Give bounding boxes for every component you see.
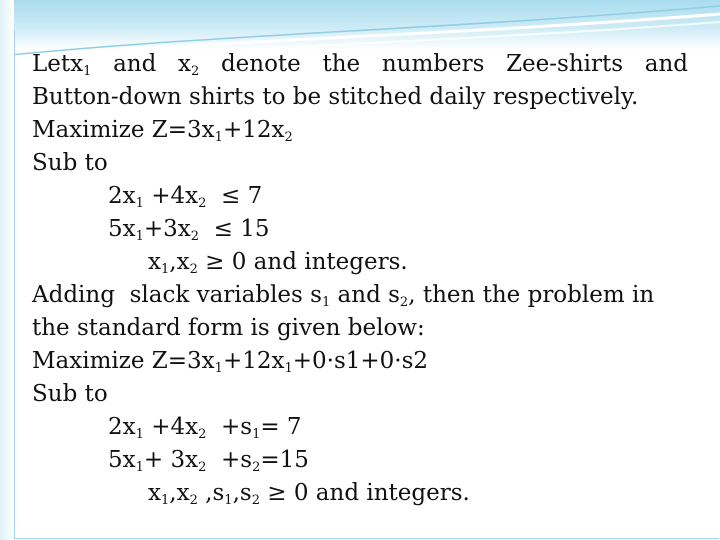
left-decor-bar — [0, 0, 14, 540]
text-run: +4x — [143, 183, 199, 209]
slack-line-2 — [32, 312, 692, 345]
word — [645, 48, 688, 81]
subscript: 2 — [198, 427, 207, 442]
text-run: =15 — [260, 447, 309, 473]
word — [32, 48, 91, 81]
text-run: ≤ 7 — [206, 183, 263, 209]
word — [322, 48, 360, 81]
word — [221, 48, 301, 81]
constraint-2 — [32, 213, 692, 246]
text-run: 2x — [108, 183, 136, 209]
subscript: 1 — [135, 229, 144, 244]
text-run: +12x — [222, 117, 285, 143]
subscript: 2 — [189, 262, 198, 277]
text-run: 2x — [108, 414, 136, 440]
text-run: +12x — [222, 348, 285, 374]
subscript: 2 — [251, 493, 260, 508]
text-run: the — [322, 51, 361, 77]
subscript: 1 — [135, 460, 144, 475]
subscript: 1 — [135, 427, 144, 442]
text-run: 5x — [108, 216, 136, 242]
text-run: Sub to — [32, 150, 108, 176]
text-run: denote — [220, 51, 301, 77]
subscript: 1 — [83, 64, 92, 79]
subscript: 2 — [284, 130, 293, 145]
text-run: Sub to — [32, 381, 108, 407]
subscript: 1 — [284, 361, 293, 376]
text-run: ≤ 15 — [199, 216, 270, 242]
text-run: +4x — [143, 414, 199, 440]
subscript: 2 — [198, 460, 207, 475]
text-run: the standard form is given below: — [32, 315, 425, 341]
word — [382, 48, 485, 81]
text-run: ≥ 0 and integers. — [259, 480, 470, 506]
subscript: 2 — [252, 460, 261, 475]
text-run: + 3x — [143, 447, 199, 473]
text-run: and — [113, 51, 157, 77]
objective-2 — [32, 345, 692, 378]
text-run: +s — [206, 414, 253, 440]
intro-line-1 — [32, 48, 688, 81]
text-run: +0·s1+0·s2 — [292, 348, 429, 374]
text-run: x — [178, 51, 191, 77]
sub-to-1 — [32, 147, 692, 180]
text-run: Adding slack variables s — [32, 282, 322, 308]
text-run: and — [644, 51, 688, 77]
text-run: 5x — [108, 447, 136, 473]
intro-line-2 — [32, 81, 692, 114]
std-constraint-1 — [32, 411, 692, 444]
text-run: ,s — [197, 480, 225, 506]
text-run: ,s — [232, 480, 252, 506]
subscript: 1 — [214, 361, 223, 376]
subscript: 1 — [224, 493, 233, 508]
constraint-1 — [32, 180, 692, 213]
subscript: 1 — [321, 295, 331, 310]
text-run: Maximize Z=3x — [32, 117, 215, 143]
subscript: 1 — [214, 130, 223, 145]
subscript: 2 — [399, 295, 409, 310]
std-constraint-2 — [32, 444, 692, 477]
objective-1 — [32, 114, 692, 147]
text-run: ≥ 0 and integers. — [197, 249, 408, 275]
slack-line-1 — [32, 279, 692, 312]
text-run: = 7 — [260, 414, 302, 440]
subscript: 1 — [160, 262, 170, 277]
slide-content — [32, 48, 692, 510]
text-run: and s — [330, 282, 400, 308]
subscript: 2 — [198, 196, 207, 211]
text-run: +3x — [143, 216, 191, 242]
word — [113, 48, 156, 81]
text-run: Maximize Z=3x — [32, 348, 215, 374]
nonneg-2 — [32, 477, 692, 510]
word — [178, 48, 199, 81]
subscript: 1 — [252, 427, 261, 442]
subscript: 2 — [190, 229, 200, 244]
subscript: 2 — [190, 64, 200, 79]
subscript: 1 — [160, 493, 170, 508]
text-run: x — [148, 249, 161, 275]
text-run: +s — [206, 447, 253, 473]
text-run: , then the problem in — [408, 282, 655, 308]
word — [506, 48, 623, 81]
text-run: Button-down shirts to be stitched daily respectively. — [32, 84, 639, 110]
subscript: 1 — [135, 196, 144, 211]
text-run: x — [148, 480, 161, 506]
text-run: ,x — [169, 249, 190, 275]
nonneg-1 — [32, 246, 692, 279]
text-run: ,x — [169, 480, 190, 506]
text-run: Let — [32, 51, 71, 77]
text-run: numbers — [381, 51, 485, 77]
subscript: 2 — [189, 493, 198, 508]
text-run: x — [70, 51, 84, 77]
sub-to-2 — [32, 378, 692, 411]
text-run: Zee-shirts — [506, 51, 624, 77]
